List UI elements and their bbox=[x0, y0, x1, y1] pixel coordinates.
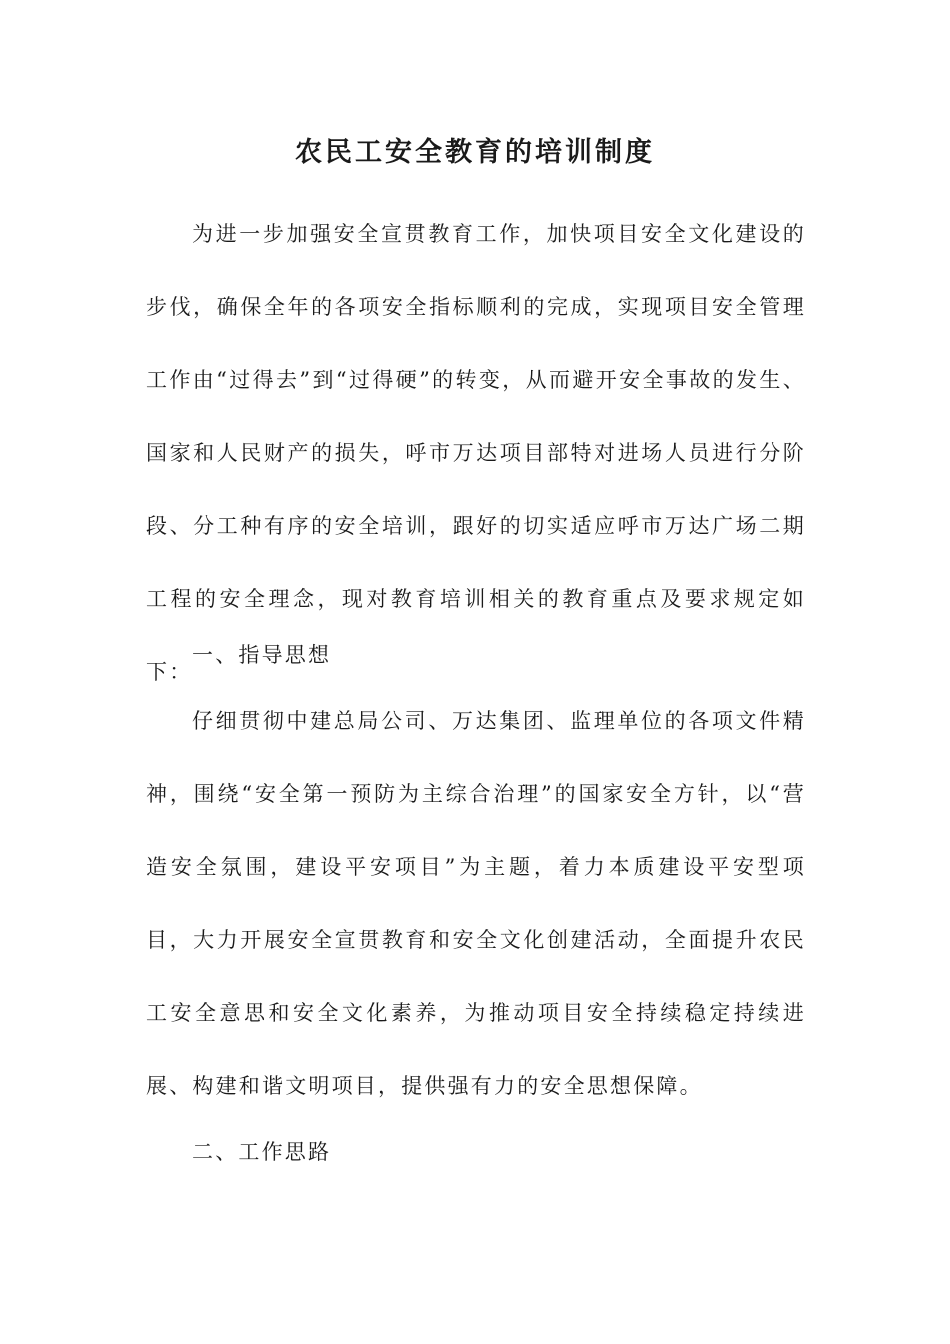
section-heading-work-approach: 二、工作思路 bbox=[192, 1140, 332, 1164]
section-heading-guiding-ideology: 一、指导思想 bbox=[192, 643, 332, 667]
intro-paragraph: 为进一步加强安全宣贯教育工作，加快项目安全文化建设的步伐，确保全年的各项安全指标顺利的完成，实现项目安全管理工作由“过得去”到“过得硬”的转变，从而避开安全事故的发生、国家和人民财产的损失，呼市万达项目部特对进场人员进行分阶段、分工种有序的安全培训，跟好的切实适应呼市万达广场二期工程的安全理念，现对教育培训相关的教育重点及要求规定如下： bbox=[146, 222, 806, 684]
document-title: 农民工安全教育的培训制度 bbox=[295, 137, 655, 168]
guiding-ideology-paragraph: 仔细贯彻中建总局公司、万达集团、监理单位的各项文件精神，围绕“安全第一预防为主综合治理”的国家安全方针，以“营造安全氛围，建设平安项目”为主题，着力本质建设平安型项目，大力开展安全宣贯教育和安全文化创建活动，全面提升农民工安全意思和安全文化素养，为推动项目安全持续稳定持续进展、构建和谐文明项目，提供强有力的安全思想保障。 bbox=[146, 709, 806, 1098]
